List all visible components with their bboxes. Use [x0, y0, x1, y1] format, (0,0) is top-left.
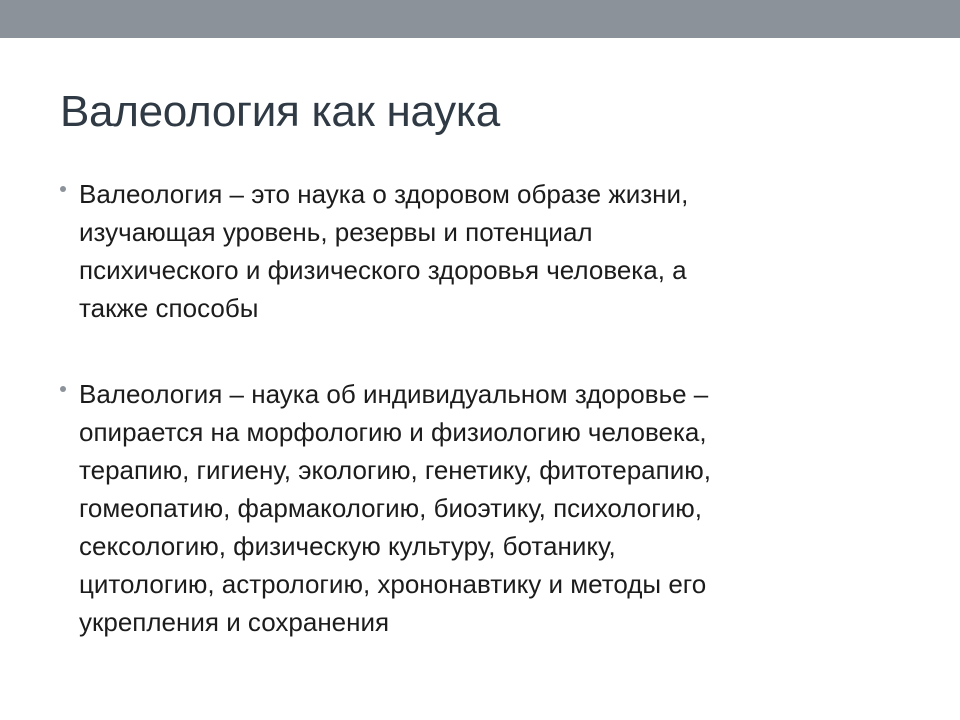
bullet-dot-icon — [60, 186, 66, 192]
bullet-line: опирается на морфологию и физиологию человека, — [79, 417, 707, 447]
slide-title: Валеология как наука — [60, 87, 500, 136]
bullet-line: также способы — [79, 293, 259, 323]
bullet-line: укрепления и сохранения — [79, 607, 390, 637]
bullet-line: психического и физического здоровья человека, а — [79, 255, 687, 285]
bullet-text — [79, 175, 880, 327]
bullet-text — [79, 375, 880, 641]
bullet-line: гомеопатию, фармакологию, биоэтику, психологию, — [79, 493, 702, 523]
top-accent-bar — [0, 0, 960, 38]
bullet-line: Валеология – наука об индивидуальном здоровье – — [79, 379, 709, 409]
bullet-item — [60, 375, 880, 641]
bullet-line: терапию, гигиену, экологию, генетику, фитотерапию, — [79, 455, 711, 485]
bullet-list — [60, 175, 880, 641]
bullet-line: сексологию, физическую культуру, ботанику, — [79, 531, 616, 561]
bullet-line: Валеология – это наука о здоровом образе жизни, — [79, 179, 689, 209]
bullet-dot-icon — [60, 386, 66, 392]
bullet-line: цитологию, астрологию, хрононавтику и методы его — [79, 569, 707, 599]
bullet-item — [60, 175, 880, 327]
bullet-line: изучающая уровень, резервы и потенциал — [79, 217, 593, 247]
